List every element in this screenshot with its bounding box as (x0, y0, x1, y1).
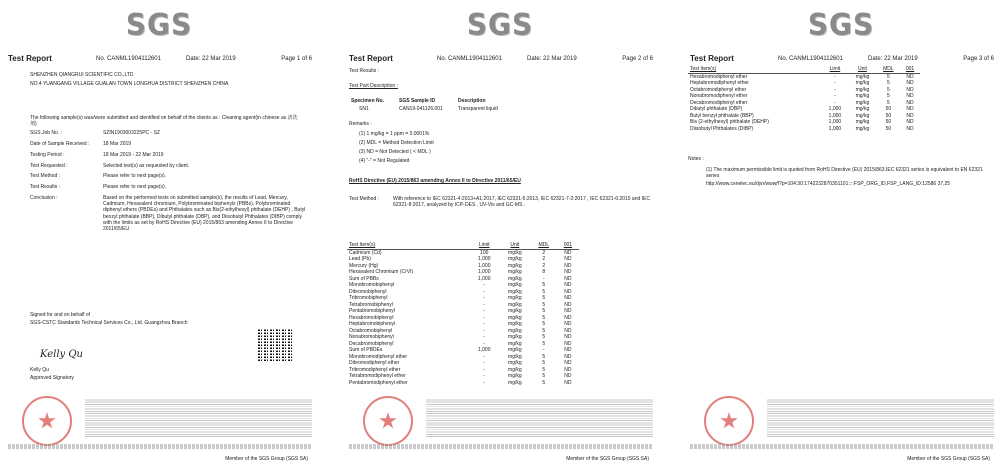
client-company: SHENZHEN QIANGRUI SCIENTIFIC CO.,LTD (30, 72, 134, 78)
field-label: Test Method : (30, 173, 61, 179)
col-header: MDL (538, 242, 550, 248)
table-cell: ND (564, 327, 572, 334)
table-cell: mg/kg (508, 321, 522, 327)
field-label: Test Requested : (30, 163, 68, 169)
table-cell: Nonabromobiphenyl (349, 334, 394, 340)
report-title: Test Report (349, 54, 393, 63)
table-row (688, 73, 920, 80)
member-note: Member of the SGS Group (SGS SA) (566, 456, 649, 462)
report-number: No. CANML1904112601 (96, 56, 161, 62)
table-header-row (347, 242, 579, 249)
table-cell: 5 (542, 308, 546, 314)
table-cell: ND (906, 106, 914, 112)
table-cell: - (483, 308, 486, 314)
col-header: Limit (829, 66, 841, 72)
table-cell: ND (564, 269, 572, 275)
table-row (347, 249, 579, 256)
table-cell: Pentabromobiphenyl (349, 308, 395, 314)
table-cell: mg/kg (855, 86, 870, 93)
table-cell: 50 (885, 106, 892, 112)
table-cell: mg/kg (848, 73, 876, 80)
table-cell: - (483, 282, 486, 288)
table-cell: ND (564, 256, 572, 262)
table-cell: 1,000 (828, 125, 842, 132)
table-cell: - (834, 99, 836, 106)
table-cell: ND (564, 366, 572, 373)
table-cell: mg/kg (508, 301, 522, 308)
note-link: http://www.cenelec.eu/dyn/www/f?p=104:30:1742232870351101::::FSP_ORG_ID,FSP_LANG_ID:12586 37,25 (706, 181, 951, 187)
report-number: No. CANML1904112601 (437, 56, 502, 62)
member-note: Member of the SGS Group (SGS SA) (225, 456, 308, 462)
table-cell: ND (906, 125, 914, 132)
table-cell: ND (564, 308, 572, 314)
company-seal-icon (363, 396, 413, 446)
remark-item: (1) 1 mg/kg = 1 ppm = 0.0001% (359, 131, 430, 137)
table-cell: - (542, 275, 545, 282)
table-cell: mg/kg (508, 347, 522, 353)
table-cell: Bis (2-ethylhexyl) phthalate (DEHP) (690, 119, 769, 125)
table-cell: mg/kg (508, 379, 522, 386)
table-cell: 50 (885, 125, 892, 132)
col-header: 001 (905, 66, 915, 72)
table-cell: Tetrabromodiphenyl ether (349, 373, 406, 379)
table-cell: 1,000 (828, 112, 842, 119)
table-cell: mg/kg (508, 314, 522, 321)
col-header: Test Item(s) (690, 66, 717, 72)
table-cell: Tribromodiphenyl ether (349, 366, 401, 373)
page-header (690, 56, 994, 66)
table-cell: 5 (542, 334, 546, 340)
test-part-label: Test Part Description : (349, 83, 398, 89)
table-cell: mg/kg (508, 353, 522, 360)
table-cell: 50 (885, 119, 892, 125)
table-cell: mg/kg (508, 275, 522, 282)
method-label: Test Method : (349, 196, 380, 202)
table-cell: Hexabromodiphenyl ether (688, 73, 822, 80)
page-footer (682, 392, 1000, 464)
col-header: Unit (857, 66, 867, 72)
table-cell: Pentabromodiphenyl ether (349, 379, 408, 386)
table-cell: mg/kg (508, 256, 522, 262)
table-cell: Decabromodiphenyl ether (690, 99, 748, 106)
table-cell: Diisobutyl Phthalates (DIBP) (690, 125, 754, 132)
table-cell: - (483, 340, 486, 347)
table-cell: 5 (542, 327, 546, 334)
table-cell: mg/kg (855, 93, 870, 99)
page-footer (341, 392, 659, 464)
table-cell: Octabromobiphenyl (349, 327, 393, 334)
table-cell: ND (900, 73, 920, 80)
table-cell: mg/kg (855, 80, 870, 86)
table-cell: mg/kg (855, 99, 870, 106)
col-header: MDL (883, 66, 894, 72)
table-cell: - (483, 327, 486, 334)
table-cell: Nonabromodiphenyl ether (690, 93, 748, 99)
field-value: Selected test(s) as requested by client. (103, 163, 190, 169)
table-cell: Tribromobiphenyl (349, 295, 388, 301)
table-cell: 8 (542, 269, 546, 275)
table-cell: ND (564, 295, 572, 301)
table-cell: - (542, 347, 545, 353)
signed-line-2: SGS-CSTC Standards Technical Services Co., Ltd. Guangzhou Branch (30, 320, 188, 326)
table-cell: Cadmium (Cd) (347, 249, 469, 256)
field-value: 18 Mar 2019 - 22 Mar 2019 (103, 152, 164, 158)
table-cell: - (483, 321, 486, 327)
table-cell: mg/kg (508, 295, 522, 301)
table-cell: Lead (Pb) (349, 256, 371, 262)
table-cell: - (483, 314, 486, 321)
table-cell: ND (564, 301, 572, 308)
conclusion-text: Based on the performed tests on submitted sample(s), the results of Lead, Mercury, Cadmium, Hexavalent chromium, Polybrominated biphenyls (PBBs), Polybrominated diphenyl ethers (PBDEs) and Phthalates such as Bis(2-ethylhexyl) phthalate (DEHP) , Butyl benzyl phthalate (BBP), Dibutyl phthalate (DBP), and Diisobutyl Phthalates (DIBP) comply with the limits as set by RoHS Directive (EU) 2015/863 amending Annex II to Directive 2011/65/EU. (103, 195, 306, 233)
table-cell: 5 (542, 353, 546, 360)
table-cell: ND (906, 119, 914, 125)
table-cell: Octabromodiphenyl ether (690, 86, 747, 93)
signer-title: Approved Signatory (30, 375, 74, 381)
fine-print (426, 398, 653, 438)
table-cell: - (483, 295, 486, 301)
table-cell: 50 (885, 112, 892, 119)
rohs-title: RoHS Directive (EU) 2015/863 amending Annex II to Directive 2011/65/EU (349, 178, 521, 184)
table-cell: 2 (531, 249, 557, 256)
table-cell: Butyl benzyl phthalate (BBP) (690, 112, 754, 119)
table-cell: 1,000 (477, 275, 491, 282)
table-cell: Dibromobiphenyl (349, 288, 387, 295)
table-cell: ND (906, 80, 914, 86)
table-cell: - (834, 80, 836, 86)
table-cell: 1,000 (828, 119, 842, 125)
table-cell: ND (906, 86, 914, 93)
table-cell: - (834, 86, 836, 93)
table-cell: mg/kg (508, 282, 522, 288)
remarks-label: Remarks : (349, 121, 372, 127)
report-page-2 (341, 0, 659, 464)
notes-label: Notes : (688, 156, 704, 162)
sample-id: CAN19-041126.001 (399, 106, 443, 112)
col-header: Limit (478, 242, 490, 248)
description-header: Description (458, 98, 486, 104)
sample-id-header: SGS Sample ID (399, 98, 436, 104)
specimen-no: SN1 (359, 106, 369, 112)
field-label: SGS Job No. : (30, 130, 62, 136)
table-cell: mg/kg (508, 288, 522, 295)
table-cell: ND (906, 112, 914, 119)
table-cell: ND (564, 282, 572, 288)
report-date: Date: 22 Mar 2019 (527, 56, 577, 62)
table-cell: Heptabromobiphenyl (349, 321, 396, 327)
col-header: Test Item(s) (349, 242, 376, 248)
remark-item: (2) MDL = Method Detection Limit (359, 140, 434, 146)
table-cell: mg/kg (508, 366, 522, 373)
results-table (347, 242, 579, 386)
table-cell: ND (906, 93, 914, 99)
table-cell: ND (564, 347, 572, 353)
field-label: Date of Sample Received : (30, 141, 90, 147)
member-note: Member of the SGS Group (SGS SA) (907, 456, 990, 462)
note-text: (1) The maximum permissible limit is quoted from RoHS Directive (EU) 2015/863.IEC 62321 series is equivalent to EN 62321 series (706, 167, 983, 180)
table-cell: ND (564, 334, 572, 340)
table-cell: - (483, 379, 486, 386)
table-cell: ND (564, 321, 572, 327)
table-cell: 5 (542, 314, 546, 321)
table-cell: mg/kg (855, 119, 870, 125)
results-table (688, 66, 920, 132)
table-cell: ND (557, 249, 579, 256)
table-cell: - (483, 373, 486, 379)
table-cell: ND (564, 262, 572, 269)
table-cell: 5 (886, 93, 890, 99)
footer-address (8, 444, 312, 449)
table-cell: ND (564, 353, 572, 360)
table-cell: Monobromobiphenyl (349, 282, 395, 288)
table-cell: Monobromodiphenyl ether (349, 353, 408, 360)
page-footer (0, 392, 318, 464)
table-cell: ND (906, 99, 914, 106)
table-cell: 5 (542, 340, 546, 347)
field-value: Please refer to next page(s). (103, 184, 167, 190)
table-cell: 5 (542, 288, 546, 295)
table-cell: - (483, 301, 486, 308)
specimen-header: Specimen No. (351, 98, 385, 104)
table-cell: 1,000 (477, 269, 491, 275)
table-cell: mg/kg (499, 249, 531, 256)
table-cell: 5 (542, 321, 546, 327)
table-cell: 1,000 (477, 256, 491, 262)
company-seal-icon (22, 396, 72, 446)
report-page-3 (682, 0, 1000, 464)
table-cell: - (483, 360, 486, 366)
table-cell: ND (564, 288, 572, 295)
signer-name: Kelly Qu (30, 367, 49, 373)
table-cell: - (483, 288, 486, 295)
page-number: Page 3 of 6 (963, 56, 994, 62)
table-cell: Dibutyl phthalate (DBP) (690, 106, 743, 112)
field-value: 18 Mar 2019 (103, 141, 132, 147)
table-cell: Tetrabromobiphenyl (349, 301, 393, 308)
table-cell: Hexavalent Chromium (CrVI) (349, 269, 414, 275)
table-cell: ND (564, 360, 572, 366)
field-value: Please refer to next page(s). (103, 173, 167, 179)
table-cell: Dibromodiphenyl ether (349, 360, 400, 366)
table-cell: - (822, 73, 849, 80)
qr-code-icon (258, 328, 292, 362)
table-cell: Heptabromodiphenyl ether (690, 80, 749, 86)
report-page-1 (0, 0, 318, 464)
table-cell: mg/kg (508, 360, 522, 366)
page-header (349, 56, 653, 66)
report-title: Test Report (690, 54, 734, 63)
table-cell: 100 (469, 249, 499, 256)
page-number: Page 2 of 6 (622, 56, 653, 62)
table-cell: mg/kg (508, 269, 522, 275)
sgs-logo: SGS (466, 7, 534, 42)
sample-intro: The following sample(s) was/were submitted and identified on behalf of the clients as : Cleaning agent(in chinese as 清洗剂) (30, 115, 298, 128)
table-cell: Hexabromobiphenyl (349, 314, 394, 321)
table-cell: 5 (542, 373, 546, 379)
table-cell: 5 (886, 80, 890, 86)
table-cell: 5 (542, 360, 546, 366)
table-cell: mg/kg (508, 308, 522, 314)
table-cell: 5 (877, 73, 900, 80)
sgs-logo: SGS (125, 7, 193, 42)
table-cell: mg/kg (855, 125, 870, 132)
footer-address (690, 444, 994, 449)
table-cell: - (483, 366, 486, 373)
client-address: NO.4 YUANGANG VILLAGE GUALAN TOWN LONGHUA DISTRICT SHENZHEN CHINA (30, 81, 229, 87)
table-cell: mg/kg (855, 112, 870, 119)
table-cell: 5 (542, 295, 546, 301)
method-text: With reference to IEC 62321-4:2013+A1:2017, IEC 62321-5:2013, IEC 62321-7-2:2017 , IEC 62321-6:2015 and IEC 62321-8:2017, analyzed by ICP-OES , UV-Vis and GC-MS . (393, 196, 650, 209)
signed-line-1: Signed for and on behalf of (30, 312, 91, 318)
table-cell: mg/kg (508, 373, 522, 379)
table-cell: Decabromobiphenyl (349, 340, 394, 347)
table-cell: 1,000 (828, 106, 842, 112)
table-cell: 2 (542, 262, 546, 269)
table-cell: ND (564, 314, 572, 321)
remark-item: (3) ND = Not Detected ( < MDL ) (359, 149, 431, 155)
report-date: Date: 22 Mar 2019 (186, 56, 236, 62)
table-cell: ND (564, 373, 572, 379)
col-header: 001 (563, 242, 573, 248)
table-cell: 1,000 (477, 262, 491, 269)
table-cell: Sum of PBBs (349, 275, 379, 282)
table-cell: Sum of PBDEs (349, 347, 383, 353)
remark-item: (4) "-" = Not Regulated (359, 158, 410, 164)
report-number: No. CANML1904112601 (778, 56, 843, 62)
footer-address (349, 444, 653, 449)
test-results-label: Test Results : (349, 68, 380, 74)
sample-description: Transparent liquid (458, 106, 498, 112)
conclusion-label: Conclusion : (30, 195, 58, 201)
table-header-row (688, 66, 920, 73)
table-cell: 5 (542, 379, 546, 386)
table-cell: ND (564, 340, 572, 347)
signature: Kelly Qu (40, 349, 83, 360)
table-cell: ND (564, 379, 572, 386)
sgs-logo: SGS (807, 7, 875, 42)
table-cell: - (483, 334, 486, 340)
table-row (688, 126, 920, 133)
table-cell: 5 (886, 99, 890, 106)
table-cell: mg/kg (855, 106, 870, 112)
table-row (347, 380, 579, 387)
table-cell: 5 (542, 366, 546, 373)
fine-print (767, 398, 994, 438)
table-cell: mg/kg (508, 327, 522, 334)
table-cell: - (483, 353, 486, 360)
table-cell: 5 (542, 301, 546, 308)
table-cell: ND (564, 275, 572, 282)
page-number: Page 1 of 6 (281, 56, 312, 62)
field-label: Test Results : (30, 184, 61, 190)
table-cell: mg/kg (508, 262, 522, 269)
table-cell: 5 (886, 86, 890, 93)
field-label: Testing Period : (30, 152, 65, 158)
table-cell: mg/kg (508, 340, 522, 347)
table-cell: 5 (542, 282, 546, 288)
table-cell: mg/kg (508, 334, 522, 340)
report-title: Test Report (8, 54, 52, 63)
col-header: Unit (510, 242, 520, 248)
report-date: Date: 22 Mar 2019 (868, 56, 918, 62)
page-header (8, 56, 312, 66)
fine-print (85, 398, 312, 438)
table-cell: 2 (542, 256, 546, 262)
field-value: SZIN1903003225PC - SZ (103, 130, 160, 136)
table-cell: 1,000 (477, 347, 491, 353)
company-seal-icon (704, 396, 754, 446)
table-cell: Mercury (Hg) (349, 262, 379, 269)
table-cell: - (834, 93, 836, 99)
